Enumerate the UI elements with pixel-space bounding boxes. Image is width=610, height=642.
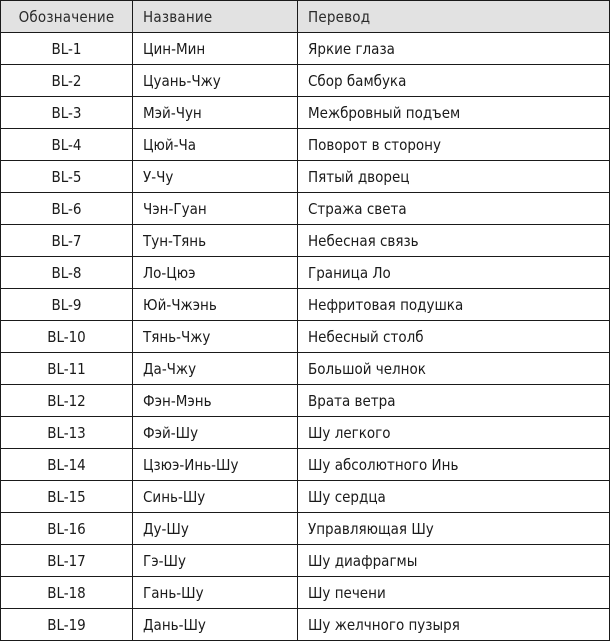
cell-designation: BL-15 — [1, 481, 133, 513]
table-row — [1, 161, 610, 193]
cell-translation: Шу легкого — [298, 417, 610, 449]
cell-designation: BL-4 — [1, 129, 133, 161]
header-name: Название — [133, 1, 298, 33]
cell-translation: Межбровный подъем — [298, 97, 610, 129]
table-row — [1, 417, 610, 449]
cell-name: Мэй-Чун — [133, 97, 298, 129]
table-row — [1, 449, 610, 481]
cell-designation: BL-11 — [1, 353, 133, 385]
cell-name: Фэй-Шу — [133, 417, 298, 449]
cell-designation: BL-7 — [1, 225, 133, 257]
cell-designation: BL-13 — [1, 417, 133, 449]
cell-translation: Шу сердца — [298, 481, 610, 513]
table-row — [1, 193, 610, 225]
table-row — [1, 97, 610, 129]
cell-designation: BL-14 — [1, 449, 133, 481]
cell-name: Синь-Шу — [133, 481, 298, 513]
table-row — [1, 289, 610, 321]
cell-designation: BL-9 — [1, 289, 133, 321]
cell-name: Цуань-Чжу — [133, 65, 298, 97]
cell-translation: Стража света — [298, 193, 610, 225]
cell-name: Чэн-Гуан — [133, 193, 298, 225]
cell-translation: Нефритовая подушка — [298, 289, 610, 321]
cell-name: Дань-Шу — [133, 609, 298, 641]
cell-name: Тун-Тянь — [133, 225, 298, 257]
header-translation: Перевод — [298, 1, 610, 33]
table-row — [1, 385, 610, 417]
table-row — [1, 513, 610, 545]
cell-name: Фэн-Мэнь — [133, 385, 298, 417]
cell-designation: BL-2 — [1, 65, 133, 97]
cell-translation: Яркие глаза — [298, 33, 610, 65]
table-row — [1, 321, 610, 353]
cell-translation: Врата ветра — [298, 385, 610, 417]
cell-designation: BL-3 — [1, 97, 133, 129]
cell-designation: BL-8 — [1, 257, 133, 289]
cell-designation: BL-18 — [1, 577, 133, 609]
cell-translation: Шу абсолютного Инь — [298, 449, 610, 481]
cell-designation: BL-16 — [1, 513, 133, 545]
table-row — [1, 353, 610, 385]
table-row — [1, 33, 610, 65]
table-row — [1, 257, 610, 289]
table-row — [1, 129, 610, 161]
cell-translation: Управляющая Шу — [298, 513, 610, 545]
table-row — [1, 545, 610, 577]
cell-name: Юй-Чжэнь — [133, 289, 298, 321]
cell-translation: Шу печени — [298, 577, 610, 609]
table-row — [1, 577, 610, 609]
cell-name: Ду-Шу — [133, 513, 298, 545]
cell-designation: BL-17 — [1, 545, 133, 577]
cell-name: Да-Чжу — [133, 353, 298, 385]
header-designation: Обозначение — [1, 1, 133, 33]
cell-translation: Шу диафрагмы — [298, 545, 610, 577]
cell-name: Ло-Цюэ — [133, 257, 298, 289]
cell-designation: BL-5 — [1, 161, 133, 193]
cell-translation: Большой челнок — [298, 353, 610, 385]
cell-translation: Граница Ло — [298, 257, 610, 289]
cell-designation: BL-6 — [1, 193, 133, 225]
table-row — [1, 65, 610, 97]
cell-name: Гань-Шу — [133, 577, 298, 609]
cell-designation: BL-12 — [1, 385, 133, 417]
table-row — [1, 225, 610, 257]
table-row — [1, 481, 610, 513]
table-body — [1, 33, 610, 641]
cell-name: Цзюэ-Инь-Шу — [133, 449, 298, 481]
cell-translation: Небесная связь — [298, 225, 610, 257]
cell-translation: Сбор бамбука — [298, 65, 610, 97]
cell-designation: BL-1 — [1, 33, 133, 65]
cell-translation: Пятый дворец — [298, 161, 610, 193]
cell-translation: Шу желчного пузыря — [298, 609, 610, 641]
cell-name: Тянь-Чжу — [133, 321, 298, 353]
cell-name: Цюй-Ча — [133, 129, 298, 161]
cell-translation: Небесный столб — [298, 321, 610, 353]
cell-name: Цин-Мин — [133, 33, 298, 65]
table-header — [1, 1, 610, 33]
cell-designation: BL-19 — [1, 609, 133, 641]
header-row — [1, 1, 610, 33]
cell-designation: BL-10 — [1, 321, 133, 353]
cell-name: У-Чу — [133, 161, 298, 193]
cell-name: Гэ-Шу — [133, 545, 298, 577]
cell-translation: Поворот в сторону — [298, 129, 610, 161]
table-row — [1, 609, 610, 641]
